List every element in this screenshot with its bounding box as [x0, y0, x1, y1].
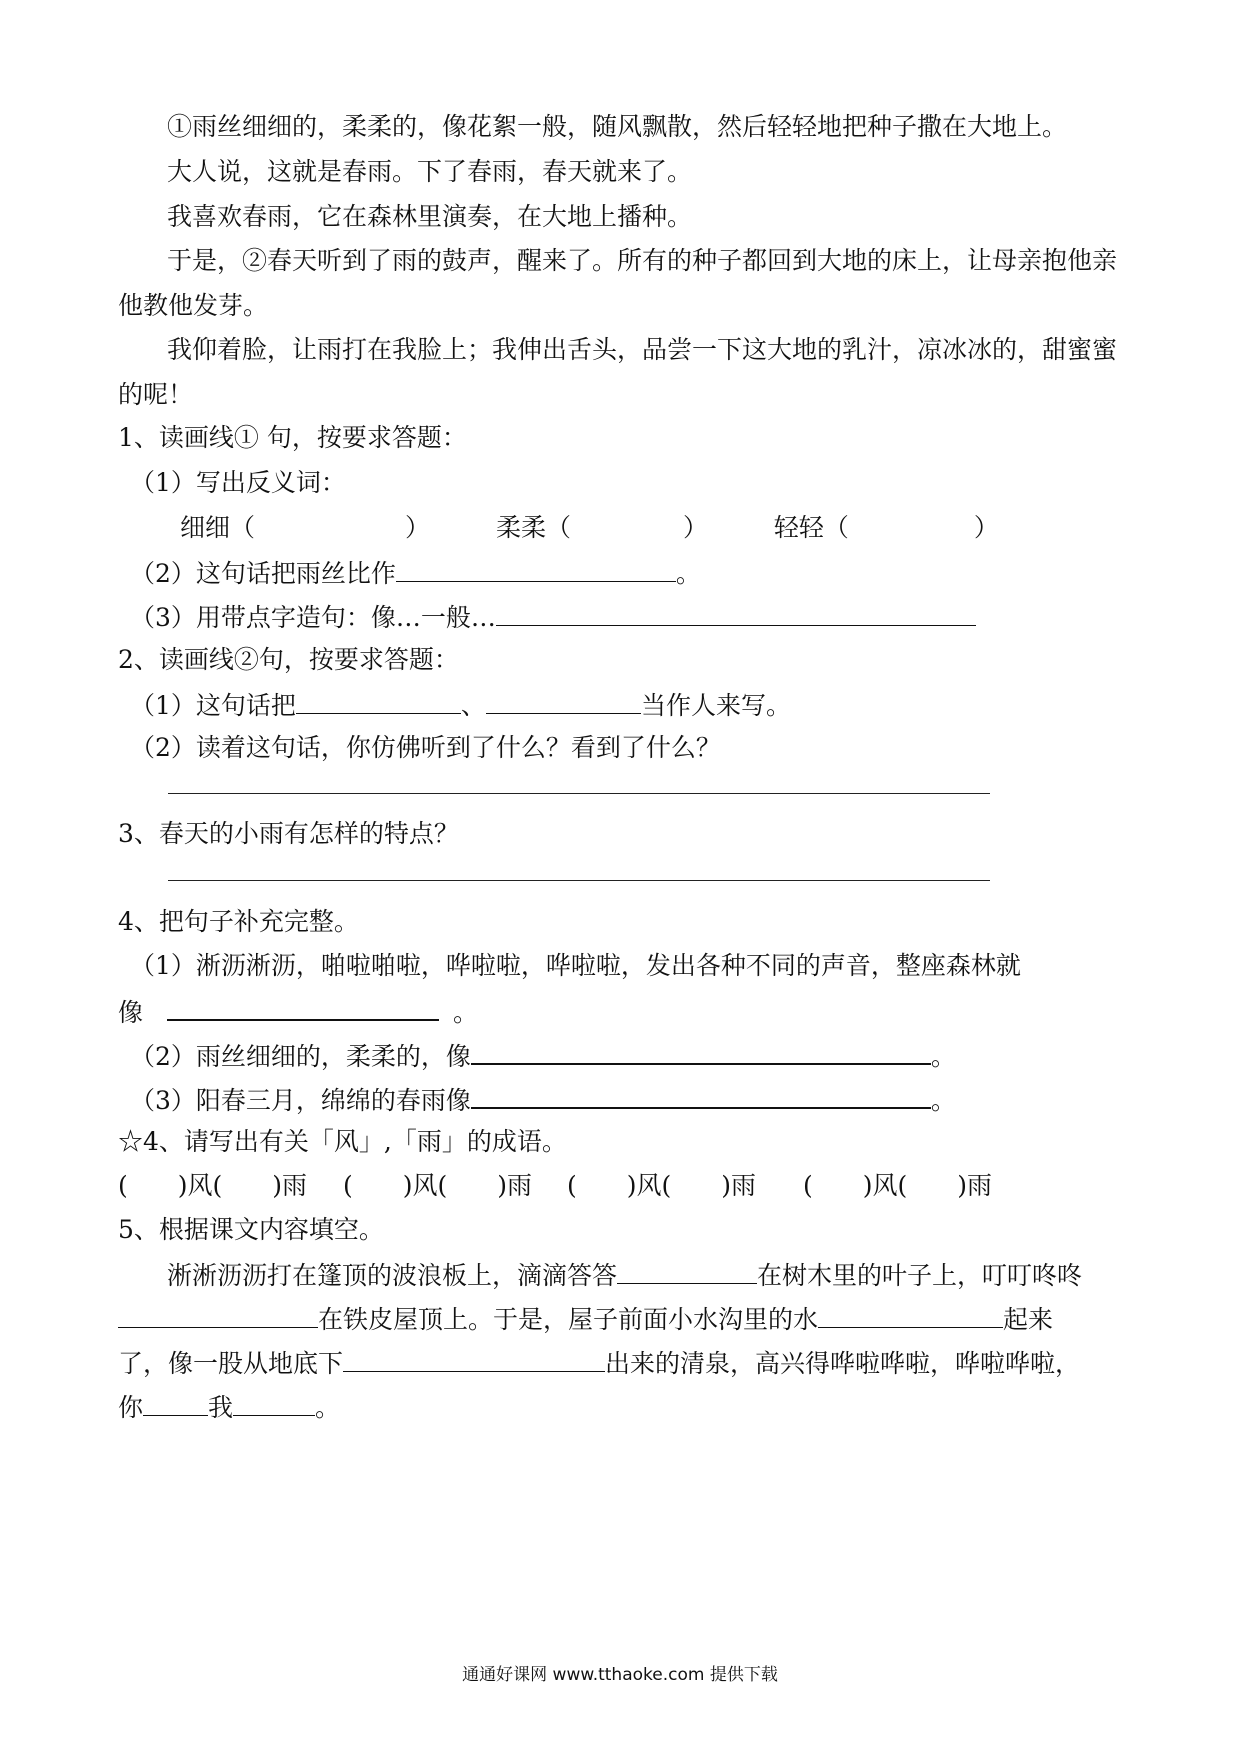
question-4-sub-3-label: （3）阳春三月，绵绵的春雨像 — [130, 1086, 471, 1115]
fill-text: 你 — [118, 1393, 144, 1422]
fill-text: 我 — [208, 1393, 234, 1422]
answer-blank[interactable] — [486, 687, 641, 714]
question-2-sub-2: （2）读着这句话，你仿佛听到了什么？看到了什么？ — [130, 733, 721, 762]
idiom-item-1[interactable]: ( )风( )雨 — [118, 1171, 308, 1200]
passage-paragraph-1: ①雨丝细细的，柔柔的，像花絮一般，随风飘散，然后轻轻地把种子撒在大地上。 — [167, 112, 1068, 141]
answer-blank[interactable] — [818, 1301, 1003, 1328]
period: 。 — [930, 1042, 956, 1071]
answer-blank[interactable] — [471, 1081, 931, 1109]
answer-line[interactable] — [168, 793, 990, 794]
question-1-sub-2-label: （2）这句话把雨丝比作 — [130, 559, 396, 588]
period: 。 — [675, 559, 701, 588]
answer-blank[interactable] — [143, 1389, 208, 1416]
question-3-title: 3、春天的小雨有怎样的特点？ — [118, 819, 459, 848]
question-4-sub-2 — [130, 1037, 956, 1074]
fill-line-2 — [118, 1301, 1053, 1337]
question-4-sub-3 — [130, 1081, 956, 1118]
fill-text: 在铁皮屋顶上。于是，屋子前面小水沟里的水 — [318, 1305, 819, 1334]
passage-paragraph-4-cont: 他教他发芽。 — [118, 291, 269, 320]
period: 。 — [315, 1393, 341, 1422]
question-4-title: 4、把句子补充完整。 — [118, 907, 359, 936]
fill-text: 了，像一股从地底下 — [118, 1349, 344, 1378]
answer-blank[interactable] — [396, 555, 676, 582]
period: 。 — [930, 1086, 956, 1115]
antonym-word-1: 细细（ — [180, 513, 256, 542]
question-1-sub-2 — [130, 555, 701, 591]
passage-paragraph-5-cont: 的呢！ — [118, 380, 194, 409]
passage-paragraph-3: 我喜欢春雨，它在森林里演奏，在大地上播种。 — [167, 202, 693, 231]
fill-line-1 — [167, 1257, 1082, 1293]
idiom-item-4[interactable]: ( )风( )雨 — [803, 1171, 993, 1200]
answer-line[interactable] — [168, 880, 990, 881]
idiom-item-3[interactable]: ( )风( )雨 — [567, 1171, 757, 1200]
idiom-question-title: ☆4、请写出有关「风」,「雨」的成语。 — [118, 1127, 567, 1156]
answer-blank[interactable] — [496, 599, 976, 626]
period: 。 — [453, 998, 479, 1027]
question-2-title: 2、读画线②句，按要求答题： — [118, 645, 459, 674]
passage-paragraph-4: 于是，②春天听到了雨的鼓声，醒来了。所有的种子都回到大地的床上，让母亲抱他亲 — [167, 246, 1118, 275]
question-4-sub-1-cont — [118, 993, 478, 1030]
answer-blank[interactable] — [233, 1389, 315, 1416]
answer-blank[interactable] — [471, 1037, 931, 1065]
question-5-title: 5、根据课文内容填空。 — [118, 1215, 384, 1244]
answer-blank[interactable] — [296, 687, 461, 714]
passage-paragraph-2: 大人说，这就是春雨。下了春雨，春天就来了。 — [167, 157, 693, 186]
question-2-sub-1-suffix: 当作人来写。 — [640, 691, 791, 720]
question-1-sub-3 — [130, 599, 976, 635]
question-4-sub-1: （1）淅沥淅沥，啪啦啪啦，哗啦啦，哗啦啦，发出各种不同的声音，整座森林就 — [130, 951, 1021, 980]
answer-blank[interactable] — [118, 1301, 318, 1328]
question-1-title: 1、读画线① 句，按要求答题： — [118, 423, 467, 452]
question-4-sub-1-word: 像 — [118, 998, 144, 1027]
antonym-row — [180, 511, 999, 545]
antonym-close-3: ） — [973, 513, 999, 542]
fill-line-3 — [118, 1345, 1080, 1381]
question-4-sub-2-label: （2）雨丝细细的，柔柔的，像 — [130, 1042, 471, 1071]
answer-blank[interactable] — [167, 993, 439, 1021]
question-1-sub-3-label: （3）用带点字造句：像…一般… — [130, 603, 496, 632]
separator: 、 — [460, 691, 486, 720]
antonym-close-1: ） — [405, 513, 431, 542]
antonym-close-2: ） — [682, 513, 708, 542]
antonym-word-3: 轻轻（ — [773, 513, 849, 542]
fill-text: 出来的清泉，高兴得哗啦哗啦，哗啦哗啦， — [605, 1349, 1081, 1378]
question-2-sub-1 — [130, 687, 791, 723]
fill-text: 起来 — [1003, 1305, 1054, 1334]
fill-line-4 — [118, 1389, 340, 1425]
fill-text: 淅淅沥沥打在篷顶的波浪板上，滴滴答答 — [167, 1261, 618, 1290]
antonym-word-2: 柔柔（ — [495, 513, 571, 542]
footer-credit: 通通好课网 www.tthaoke.com 提供下载 — [462, 1665, 778, 1685]
answer-blank[interactable] — [617, 1257, 757, 1284]
question-2-sub-1-label: （1）这句话把 — [130, 691, 296, 720]
passage-paragraph-5: 我仰着脸，让雨打在我脸上；我伸出舌头，品尝一下这大地的乳汁，凉冰冰的，甜蜜蜜 — [167, 335, 1118, 364]
question-1-sub-1: （1）写出反义词： — [130, 468, 346, 497]
fill-text: 在树木里的叶子上，叮叮咚咚 — [757, 1261, 1083, 1290]
answer-blank[interactable] — [343, 1345, 605, 1372]
idiom-item-2[interactable]: ( )风( )雨 — [343, 1171, 533, 1200]
